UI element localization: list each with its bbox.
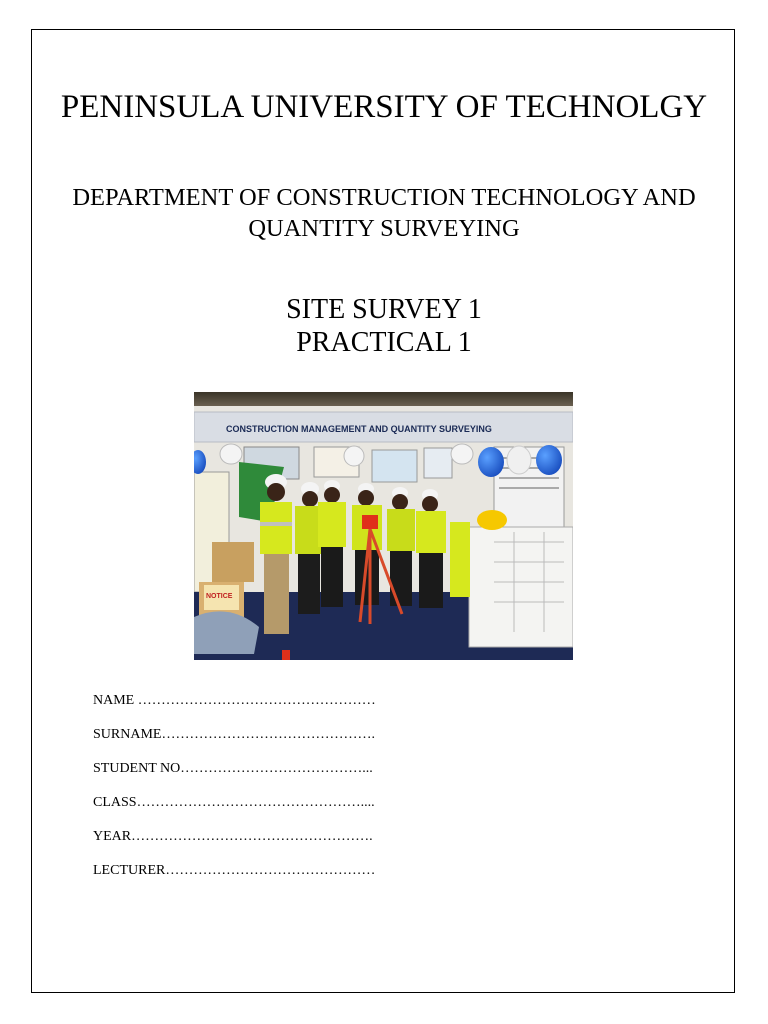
- photo-banner-text: CONSTRUCTION MANAGEMENT AND QUANTITY SURVEYING: [226, 424, 492, 434]
- practical-title: PRACTICAL 1: [296, 327, 472, 358]
- course-block: [60, 293, 708, 359]
- university-title: PENINSULA UNIVERSITY OF TECHNOLGY: [60, 89, 708, 125]
- photo-notice-text: NOTICE: [206, 593, 233, 600]
- cover-photo: [194, 392, 573, 660]
- department-title: DEPARTMENT OF CONSTRUCTION TECHNOLOGY AND QUANTITY SURVEYING: [72, 184, 696, 242]
- name-field[interactable]: NAME ……………………………………………: [93, 693, 376, 708]
- lecturer-field[interactable]: LECTURER………………………………………: [93, 863, 376, 878]
- student-no-field[interactable]: STUDENT NO…………………………………...: [93, 761, 373, 776]
- class-field[interactable]: CLASS…………………………………………....: [93, 795, 375, 810]
- surname-field[interactable]: SURNAME……………………………………….: [93, 727, 375, 742]
- year-field[interactable]: YEAR…………………………………………….: [93, 829, 373, 844]
- course-title: SITE SURVEY 1: [286, 294, 482, 325]
- student-details-form: [93, 690, 376, 894]
